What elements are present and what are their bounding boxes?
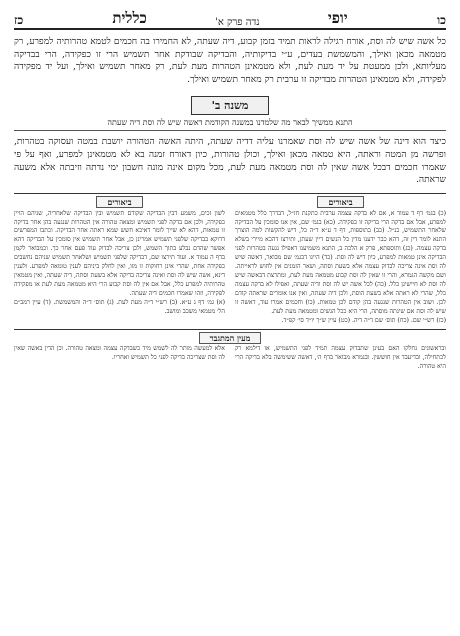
left-commentary-column: [14, 198, 225, 326]
header-title-left: כללית: [112, 9, 147, 27]
footer-heading: מעין המתגבר: [14, 333, 446, 343]
right-column-footnotes: (כז) רש״י שם. (כח) תוס׳ שם ד״ה דיה. (כט) עיין ש״ך יו״ד סי׳ קפ״ד.: [281, 316, 446, 324]
mishna-text: כיצד הוא דינה של אשה שיש לה וסת שאמרנו עליה דדיה שעתה, היתה האשה הטהורה יושבת במטה ועסוקה בטהרות, ופרשה מן המטה וראתה, היא טמאה מכאן ואילך, וכולן טהורות, כיון דאורח זמנה בא לא מטמאינן למפרע, ואף על פי שאמרו חכמים דבכל אשה שאין לה וסת מטמאה מעת לעת, מכל מקום אינה מונה חשבון ימי נדתה וזיבתה אלא משעה שראתה.: [14, 137, 446, 186]
mishna-banner-wrap: [14, 94, 446, 115]
commentary-columns: [14, 193, 446, 326]
mishna-banner: משנה ב': [191, 96, 270, 115]
left-column-text: לשון זכים, משמע דבין הבדיקה שקודם תשמיש ובין הבדיקה שלאחריה, שניהם הויין כפקידה, ולכן אם בדקה לפני תשמיש ומצאה טהורה אין הטהרות שנגעה בהן אחר בדיקה זו טמאות, דהא לא שייך לומר דאיכא חשש שמא ראתה אחר הבדיקה. וכתבו המפרשים דדוקא בבדיקה שלפני תשמיש אמרינן כן, אבל אחר תשמיש אין סומכין על הבדיקה דהא אפשר שהדם נבלע בתוך השמש, ולכן צריכה לבדוק עוד פעם אחר כך. וכמבואר לקמן בדף ה עמוד א. ועוד תירצו שם, דבדיקה שלפני תשמיש ושלאחר תשמיש שניהם נחשבים כפקידה אחת, שהרי אינן רחוקות זו מזו, ואין לחלק ביניהם לענין טומאה למפרע. ולענין דינא, אשה שיש לה וסת ואינה צריכה בדיקה אלא בשעת וסתה, דיה שעתה, ואין מטמאין טהרותיה למפרע כלל, אבל אם אין לה וסת קבוע הרי היא מטמאה מעת לעת או מפקידה לפקידה, וזהו שאמרו חכמים דיה שעתה.: [14, 209, 225, 297]
footer-left-text: אלא למעשה מותר לה לשמש מיד כשבדקה עצמה ומצאה טהורה. וכן הדין באשה שאין לה וסת שצריכה בדיקה לפני כל תשמיש ואחריו.: [14, 345, 225, 362]
page-header: [14, 6, 446, 30]
page-number-right: כו: [437, 13, 446, 27]
header-title-right: יופי: [327, 9, 348, 27]
page-number-left: כז: [14, 13, 24, 27]
header-subtitle: נדה פרק א': [215, 17, 260, 28]
left-column-footnotes: (א) גמ׳ דף ג ע״א. (ב) רש״י ד״ה מעת לעת. (ג) תוס׳ ד״ה והמשמשת. (ד) עיין רמב״ם הל׳ מטמאי משכב ומושב.: [14, 298, 225, 315]
main-commentary-text: כל אשה שיש לה וסת, אורח רגילה לראות תמיד בזמן קבוע, דיה שעתה, לא החמירו בה חכמים לטמא טהרותיה למפרע, רק מטמאה מכאן ואילך, והמשמשת בעדים, ע״י בדיקותיה, והבדיקה שבודקת אחר תשמיש הרי זו כפקידה, הרי בבדיקה מעליותא, ולכן ממעטת על יד מעת לעת, ולא מטמאינן הטהרות מעת לעת, רק מאחר תשמיש ואילך, ועל יד מפקידה לפקידה, ולא מטמאינן הטהרות מבדיקה זו ערבית רק מאחר תשמיש ואילך.: [14, 37, 446, 85]
footer-columns: [14, 345, 446, 372]
right-column-heading: ביאורים: [235, 198, 446, 207]
mishna-intro-note: התנא ממשיך לבאר מה שלמדנו במשנה הקודמת דאשה שיש לה וסת דיה שעתה: [14, 118, 446, 131]
footer-section: [14, 329, 446, 372]
right-column-text: (כ) בגמ׳ דף ד עמוד א, אם לא בדקה עצמה ערבית כתקנת חז״ל, דבדרך כלל מטמאים למפרע, אבל אם בדקה הרי בדיקה זו כפקידה. (כא) בגמ׳ שם, אין אנו סומכין על הבדיקה שלאחר התשמיש, כנ״ל. (כב) בתוספות, דף ד ע״א ד״ה כל, דיש להקשות למה הוצרך התנא לומר דין זה, דהא כבר ידענו מדין כל הנשים דיין שעתן, ותירצו דהכא מיירי בשלא בדקה עצמה. (כג) ותוספתא, פרק א הלכה ב, התנא משמיענו דאפילו נגעה בטהרות לפני הבדיקה אינן טמאות למפרע, כיון דיש לה וסת. (כד) היינו דבגמ׳ שם מבואר, דאשה שיש לה וסת אינה צריכה לבדוק עצמה אלא בשעת וסתה, ושאר הזמנים אין לחוש לראייתה. ושם מקשה הגמרא, והרי זו שאין לה וסת קבוע מטמאה מעת לעת, ומתרצת דבאשה שיש לה וסת לא חיישינן כלל. (כה) לכל אשה יש לה וסת ודיה שעתה, ואפילו לא בדקה עצמה כלל, שהרי לא ראתה אלא בשעת הוסת, ולכן דיה שעתה, ואין אנו אומרים שראתה קודם לכן. ושוב אין הטהרות שנגעה בהן קודם לכן טמאות. (כו) וחכמים אמרו עוד, דאשה זו שיש לה וסת אם שינתה מוסתה, הרי היא ככל הנשים ומטמאה מעת לעת.: [235, 209, 446, 315]
right-commentary-column: [235, 198, 446, 326]
footer-right-text: ובראשונים נחלקו האם בעינן שתבדוק עצמה תמיד לפני התשמיש, או דילמא רק לכתחילה, ובדיעבד אין חוששין. ובגמרא מבואר בדף ה׳, דאשה ששימשה בלא בדיקה הרי היא טהורה.: [235, 345, 446, 371]
left-column-heading: ביאורים: [14, 198, 225, 207]
